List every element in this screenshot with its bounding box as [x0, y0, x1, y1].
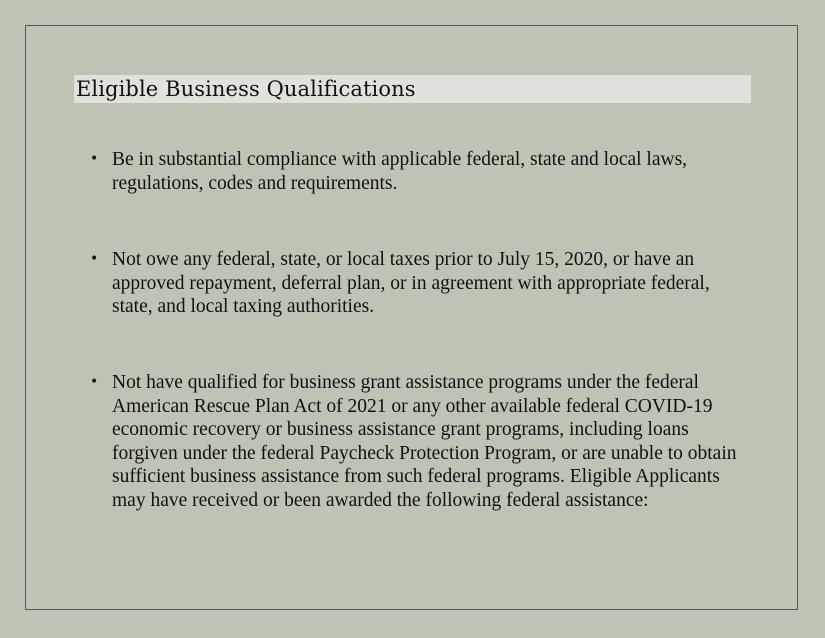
- title-bar: [74, 75, 751, 103]
- list-item-text: Be in substantial compliance with applicable federal, state and local laws, regulations, codes and requirements.: [112, 149, 688, 194]
- bullet-icon: •: [90, 374, 99, 390]
- list-item-text: Not owe any federal, state, or local taxes prior to July 15, 2020, or have an approved repayment, deferral plan, or in agreement with appropriate federal, state, and local taxing authorities.: [112, 249, 710, 317]
- page-title: Eligible Business Qualifications: [76, 77, 416, 101]
- bullet-icon: •: [90, 251, 99, 267]
- bullet-icon: •: [90, 151, 99, 167]
- list-item-text: Not have qualified for business grant assistance programs under the federal American Rescue Plan Act of 2021 or any other available federal COVID-19 economic recovery or business assistance grant programs, including loans forgiven under the federal Paycheck Protection Program, or are unable to obtain sufficient business assistance from such federal programs. Eligible Applicants may have received or been awarded the following federal assistance:: [112, 372, 737, 511]
